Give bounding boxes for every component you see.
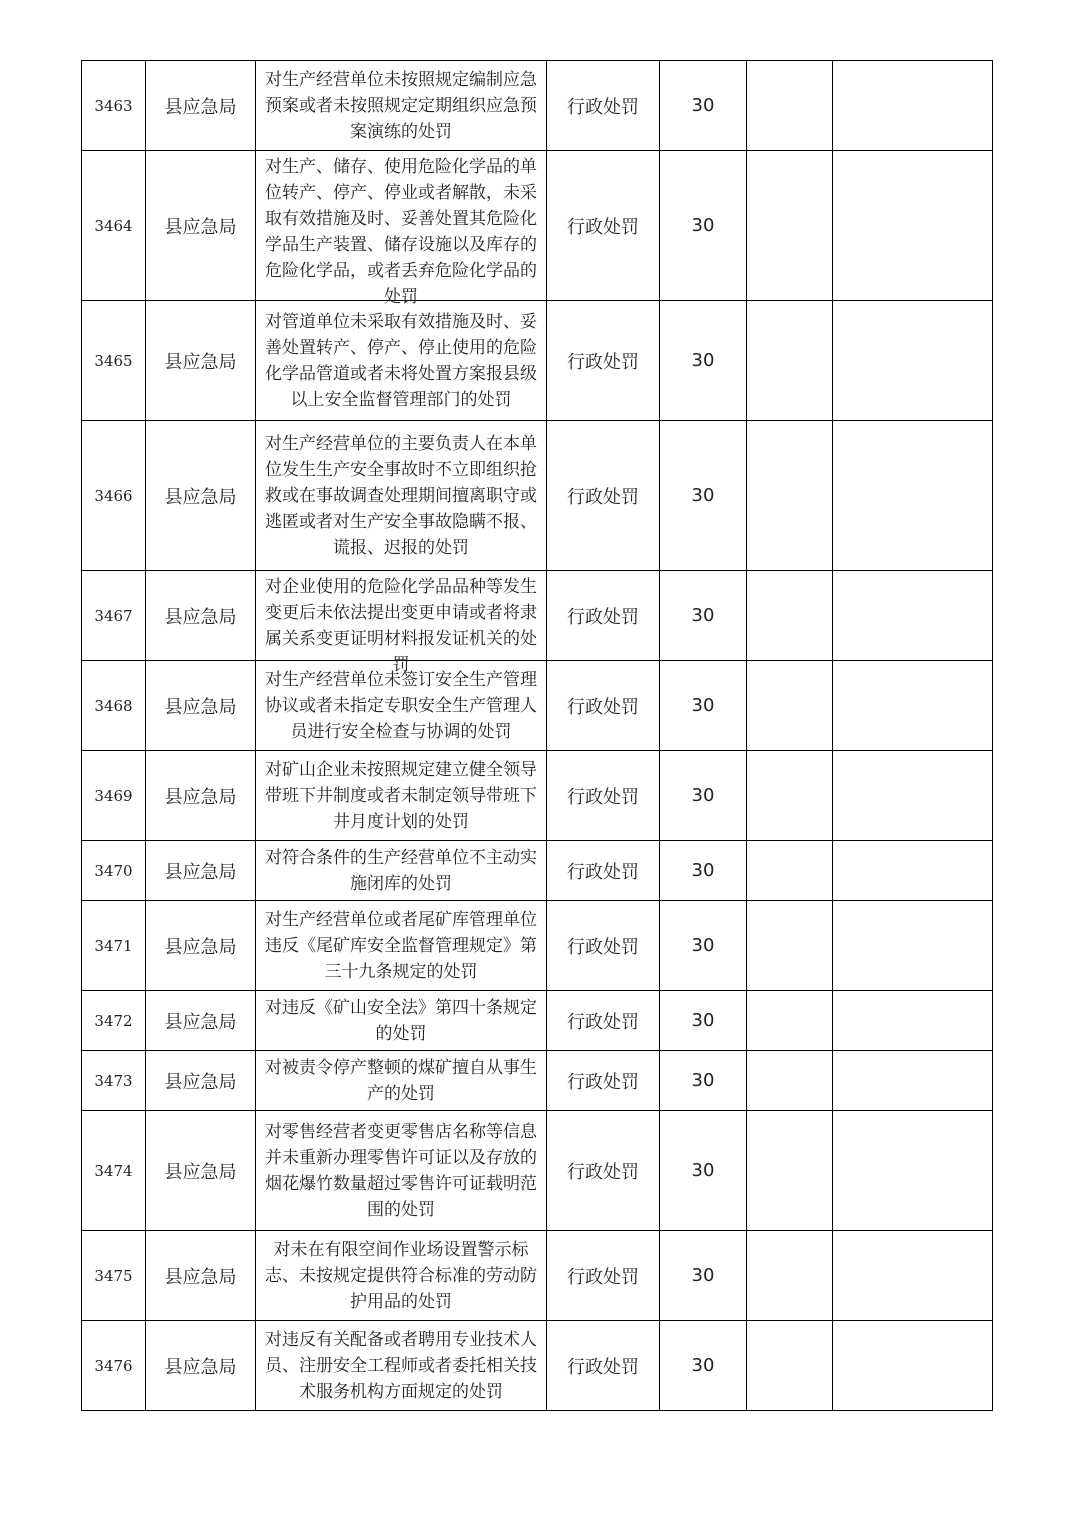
category-cell: 行政处罚 [547, 301, 660, 421]
item-cell [256, 61, 547, 151]
remarks-cell [833, 751, 993, 841]
department-cell: 县应急局 [146, 901, 256, 991]
empty-cell [747, 151, 833, 301]
table-row [82, 61, 993, 151]
item-text: 对管道单位未采取有效措施及时、妥善处置转产、停产、停止使用的危险化学品管道或者未将处置方案报县级以上安全监督管理部门的处罚 [265, 311, 537, 410]
item-text: 对未在有限空间作业场设置警示标志、未按规定提供符合标准的劳动防护用品的处罚 [265, 1239, 537, 1312]
category-cell: 行政处罚 [547, 1051, 660, 1111]
days-cell: 30 [660, 421, 747, 571]
item-text: 对生产经营单位未按照规定编制应急预案或者未按照规定定期组织应急预案演练的处罚 [265, 69, 537, 142]
item-text: 对符合条件的生产经营单位不主动实施闭库的处罚 [265, 847, 537, 894]
days-cell: 30 [660, 661, 747, 751]
item-cell [256, 661, 547, 751]
records-table [81, 60, 993, 1411]
department-cell: 县应急局 [146, 1231, 256, 1321]
department-cell: 县应急局 [146, 61, 256, 151]
item-cell [256, 1111, 547, 1231]
row-number-cell: 3464 [82, 151, 146, 301]
item-cell [256, 901, 547, 991]
remarks-cell [833, 571, 993, 661]
row-number-cell: 3468 [82, 661, 146, 751]
department-cell: 县应急局 [146, 841, 256, 901]
empty-cell [747, 1051, 833, 1111]
category-cell: 行政处罚 [547, 61, 660, 151]
days-cell: 30 [660, 841, 747, 901]
days-cell: 30 [660, 301, 747, 421]
days-cell: 30 [660, 1321, 747, 1411]
row-number-cell: 3474 [82, 1111, 146, 1231]
item-text: 对零售经营者变更零售店名称等信息并未重新办理零售许可证以及存放的烟花爆竹数量超过零售许可证载明范围的处罚 [265, 1121, 537, 1220]
category-cell: 行政处罚 [547, 901, 660, 991]
days-cell: 30 [660, 991, 747, 1051]
remarks-cell [833, 301, 993, 421]
empty-cell [747, 1111, 833, 1231]
department-cell: 县应急局 [146, 421, 256, 571]
row-number-cell: 3465 [82, 301, 146, 421]
table-row [82, 1111, 993, 1231]
row-number-cell: 3466 [82, 421, 146, 571]
table-row [82, 751, 993, 841]
category-cell: 行政处罚 [547, 151, 660, 301]
department-cell: 县应急局 [146, 751, 256, 841]
empty-cell [747, 841, 833, 901]
item-cell [256, 301, 547, 421]
remarks-cell [833, 1231, 993, 1321]
days-cell: 30 [660, 1111, 747, 1231]
empty-cell [747, 1231, 833, 1321]
item-text: 对被责令停产整顿的煤矿擅自从事生产的处罚 [265, 1057, 537, 1104]
category-cell: 行政处罚 [547, 1231, 660, 1321]
row-number-cell: 3467 [82, 571, 146, 661]
department-cell: 县应急局 [146, 151, 256, 301]
department-cell: 县应急局 [146, 1111, 256, 1231]
remarks-cell [833, 661, 993, 751]
table-row [82, 661, 993, 751]
category-cell: 行政处罚 [547, 751, 660, 841]
item-cell [256, 571, 547, 675]
days-cell: 30 [660, 61, 747, 151]
row-number-cell: 3473 [82, 1051, 146, 1111]
table-row [82, 841, 993, 901]
item-cell [256, 1231, 547, 1321]
department-cell: 县应急局 [146, 301, 256, 421]
days-cell: 30 [660, 1231, 747, 1321]
item-cell [256, 1321, 547, 1411]
table-row [82, 301, 993, 421]
category-cell: 行政处罚 [547, 841, 660, 901]
row-number-cell: 3471 [82, 901, 146, 991]
item-cell [256, 751, 547, 841]
empty-cell [747, 991, 833, 1051]
category-cell: 行政处罚 [547, 991, 660, 1051]
row-number-cell: 3472 [82, 991, 146, 1051]
department-cell: 县应急局 [146, 571, 256, 661]
days-cell: 30 [660, 571, 747, 661]
remarks-cell [833, 991, 993, 1051]
category-cell: 行政处罚 [547, 1321, 660, 1411]
remarks-cell [833, 421, 993, 571]
table-row [82, 1321, 993, 1411]
item-cell [256, 991, 547, 1051]
item-cell [256, 421, 547, 571]
category-cell: 行政处罚 [547, 661, 660, 751]
row-number-cell: 3470 [82, 841, 146, 901]
empty-cell [747, 661, 833, 751]
table-row [82, 991, 993, 1051]
empty-cell [747, 301, 833, 421]
row-number-cell: 3463 [82, 61, 146, 151]
remarks-cell [833, 1051, 993, 1111]
row-number-cell: 3475 [82, 1231, 146, 1321]
item-cell [256, 1051, 547, 1111]
table-row [82, 1231, 993, 1321]
item-text: 对生产经营单位或者尾矿库管理单位违反《尾矿库安全监督管理规定》第三十九条规定的处罚 [265, 909, 537, 982]
department-cell: 县应急局 [146, 1321, 256, 1411]
department-cell: 县应急局 [146, 1051, 256, 1111]
item-text: 对违反有关配备或者聘用专业技术人员、注册安全工程师或者委托相关技术服务机构方面规定的处罚 [265, 1329, 537, 1402]
empty-cell [747, 1321, 833, 1411]
category-cell: 行政处罚 [547, 1111, 660, 1231]
empty-cell [747, 901, 833, 991]
remarks-cell [833, 901, 993, 991]
empty-cell [747, 61, 833, 151]
days-cell: 30 [660, 1051, 747, 1111]
item-text: 对生产经营单位未签订安全生产管理协议或者未指定专职安全生产管理人员进行安全检查与协调的处罚 [265, 669, 537, 742]
item-cell [256, 151, 547, 307]
category-cell: 行政处罚 [547, 571, 660, 661]
item-text: 对生产经营单位的主要负责人在本单位发生生产安全事故时不立即组织抢救或在事故调查处理期间擅离职守或逃匿或者对生产安全事故隐瞒不报、谎报、迟报的处罚 [265, 433, 537, 558]
days-cell: 30 [660, 901, 747, 991]
row-number-cell: 3469 [82, 751, 146, 841]
empty-cell [747, 571, 833, 661]
days-cell: 30 [660, 151, 747, 301]
remarks-cell [833, 61, 993, 151]
remarks-cell [833, 1111, 993, 1231]
category-cell: 行政处罚 [547, 421, 660, 571]
empty-cell [747, 751, 833, 841]
row-number-cell: 3476 [82, 1321, 146, 1411]
department-cell: 县应急局 [146, 991, 256, 1051]
remarks-cell [833, 841, 993, 901]
item-text: 对违反《矿山安全法》第四十条规定的处罚 [265, 997, 537, 1044]
table-row [82, 901, 993, 991]
days-cell: 30 [660, 751, 747, 841]
table-row [82, 1051, 993, 1111]
remarks-cell [833, 1321, 993, 1411]
item-text: 对企业使用的危险化学品品种等发生变更后未依法提出变更申请或者将隶属关系变更证明材料报发证机关的处罚 [265, 576, 537, 675]
item-cell [256, 841, 547, 901]
table-row [82, 571, 993, 661]
item-text: 对生产、储存、使用危险化学品的单位转产、停产、停业或者解散，未采取有效措施及时、妥善处置其危险化学品生产装置、储存设施以及库存的危险化学品，或者丢弃危险化学品的处罚 [265, 156, 537, 307]
table-row [82, 421, 993, 571]
item-text: 对矿山企业未按照规定建立健全领导带班下井制度或者未制定领导带班下井月度计划的处罚 [265, 759, 537, 832]
empty-cell [747, 421, 833, 571]
remarks-cell [833, 151, 993, 301]
department-cell: 县应急局 [146, 661, 256, 751]
table-row [82, 151, 993, 301]
